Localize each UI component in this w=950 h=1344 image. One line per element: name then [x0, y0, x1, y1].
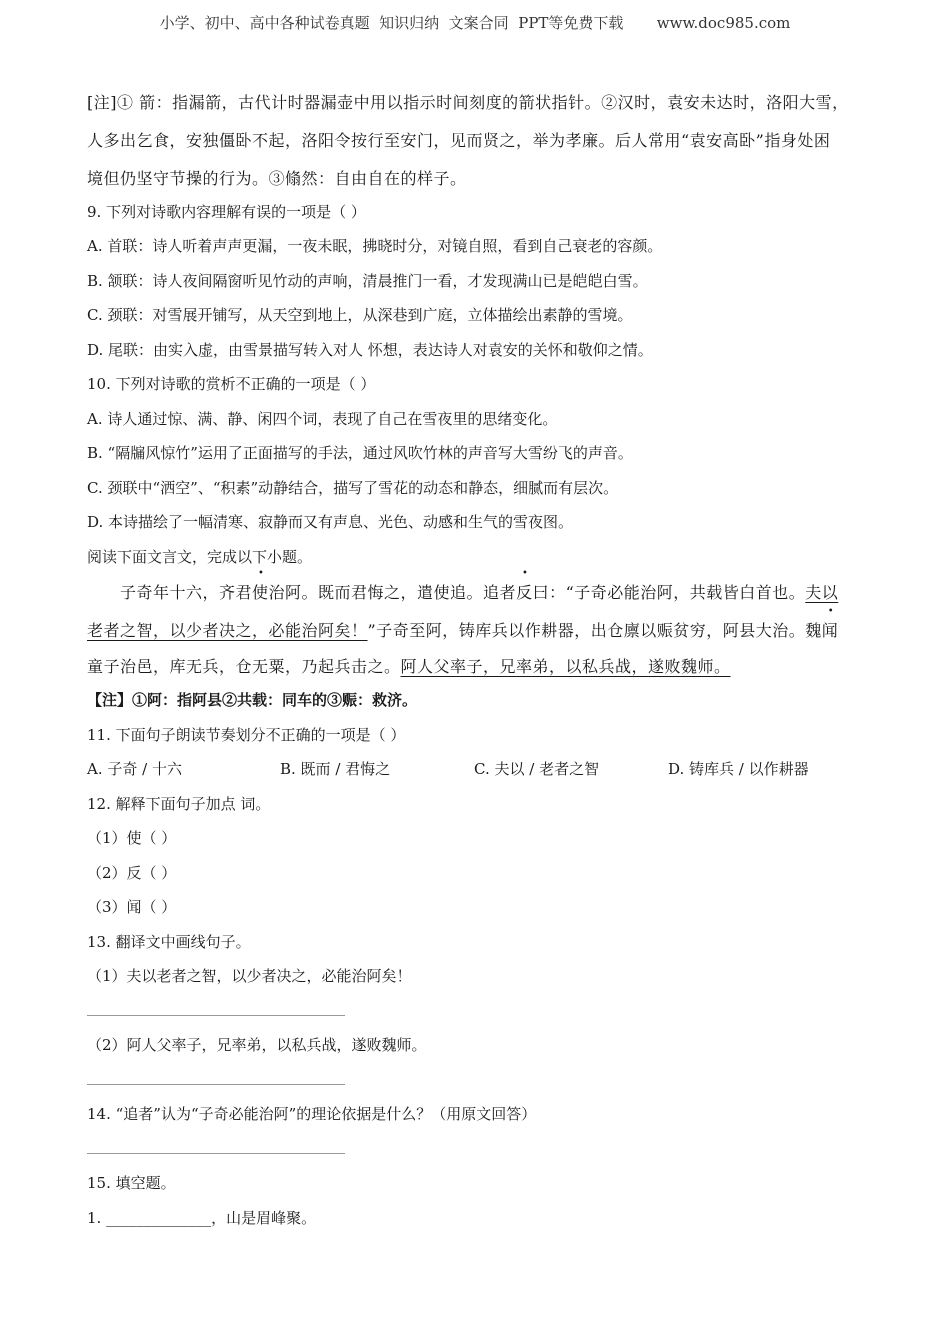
answer-line[interactable] — [87, 1015, 345, 1016]
dotted-char: 使 — [252, 583, 269, 602]
q9-option-d: D. 尾联：由实入虚，由雪景描写转入对人 怀想，表达诗人对袁安的关怀和敬仰之情。 — [87, 341, 653, 359]
q15-item-1: 1. ______________，山是眉峰聚。 — [87, 1209, 317, 1227]
question-10-stem: 10. 下列对诗歌的赏析不正确的一项是（ ） — [87, 375, 376, 393]
note-line: 人多出乞食，安独僵卧不起，洛阳令按行至安门，见而贤之，举为孝廉。后人常用“袁安高卧”指身处困 — [87, 131, 831, 150]
q11-option-b: B. 既而 / 君悔之 — [280, 760, 391, 778]
page-header: 小学、初中、高中各种试卷真题 知识归纳 文案合同 PPT等免费下载 www.doc985.com — [159, 14, 791, 32]
note-2 — [87, 689, 417, 710]
dotted-char: 闻 — [821, 621, 839, 640]
passage-text: 治阿。既而君悔之，遣使追。追者 — [268, 583, 517, 602]
q10-option-d: D. 本诗描绘了一幅清寒、寂静而又有声息、光色、动感和生气的雪夜图。 — [87, 513, 574, 531]
passage-line-3 — [87, 654, 731, 677]
q9-option-c: C. 颈联：对雪展开铺写，从天空到地上，从深巷到广庭，立体描绘出素静的雪境。 — [87, 306, 633, 324]
reading-intro: 阅读下面文言文，完成以下小题。 — [87, 548, 313, 566]
question-15-stem: 15. 填空题。 — [87, 1174, 176, 1192]
q13-item-1: （1）夫以老者之智，以少者决之，必能治阿矣！ — [87, 967, 412, 985]
passage-text: 童子治邑，库无兵，仓无粟，乃起兵击之。 — [87, 657, 401, 676]
note-2-text: 【注】①阿：指阿县②共载：同车的③赈：救济。 — [87, 691, 418, 709]
dotted-char: 反 — [516, 583, 533, 602]
passage-line-1 — [120, 580, 838, 603]
q12-item-3: （3）闻（ ） — [87, 898, 177, 916]
underlined-sentence: 夫以 — [805, 583, 839, 602]
question-12-stem: 12. 解释下面句子加点 词。 — [87, 795, 271, 813]
question-9-stem: 9. 下列对诗歌内容理解有误的一项是（ ） — [87, 203, 366, 221]
q9-option-a: A. 首联：诗人听着声声更漏，一夜未眠，拂晓时分，对镜自照，看到自己衰老的容颜。 — [87, 237, 663, 255]
q10-option-a: A. 诗人通过惊、满、静、闲四个词，表现了自己在雪夜里的思绪变化。 — [87, 410, 558, 428]
passage-line-2 — [87, 618, 838, 641]
q11-option-a: A. 子奇 / 十六 — [87, 760, 182, 778]
underlined-sentence: 老者之智，以少者决之，必能治阿矣！ — [87, 621, 368, 640]
passage-text: ”子奇至阿，铸库兵以作耕器，出仓廪以赈贫穷，阿县大治。魏 — [367, 621, 822, 640]
answer-line[interactable] — [87, 1153, 345, 1154]
note-line: [注]① 箭：指漏箭，古代计时器漏壶中用以指示时间刻度的箭状指针。②汉时，袁安未达时，洛阳大雪， — [87, 93, 849, 112]
passage-text: 曰：“子奇必能治阿，共载皆白首也。 — [532, 583, 806, 602]
question-14-stem: 14. “追者”认为“子奇必能治阿”的理论依据是什么？（用原文回答） — [87, 1105, 537, 1123]
q9-option-b: B. 颔联：诗人夜间隔窗听见竹动的声响，清晨推门一看，才发现满山已是皑皑白雪。 — [87, 272, 648, 290]
q12-item-1: （1）使（ ） — [87, 829, 177, 847]
passage-text: 子奇年十六，齐君 — [120, 583, 253, 602]
q13-item-2: （2）阿人父率子，兄率弟，以私兵战，遂败魏师。 — [87, 1036, 427, 1054]
q11-option-d: D. 铸库兵 / 以作耕器 — [668, 760, 809, 778]
q12-item-2: （2）反（ ） — [87, 864, 177, 882]
q11-option-c: C. 夫以 / 老者之智 — [474, 760, 600, 778]
note-line: 境但仍坚守节操的行为。③翛然：自由自在的样子。 — [87, 169, 467, 188]
question-13-stem: 13. 翻译文中画线句子。 — [87, 933, 251, 951]
q10-option-c: C. 颈联中“洒空”、“积素”动静结合，描写了雪花的动态和静态，细腻而有层次。 — [87, 479, 619, 497]
underlined-sentence: 阿人父率子，兄率弟，以私兵战，遂败魏师。 — [400, 657, 731, 676]
q10-option-b: B. “隔牖风惊竹”运用了正面描写的手法，通过风吹竹林的声音写大雪纷飞的声音。 — [87, 444, 633, 462]
question-11-stem: 11. 下面句子朗读节奏划分不正确的一项是（ ） — [87, 726, 406, 744]
answer-line[interactable] — [87, 1084, 345, 1085]
